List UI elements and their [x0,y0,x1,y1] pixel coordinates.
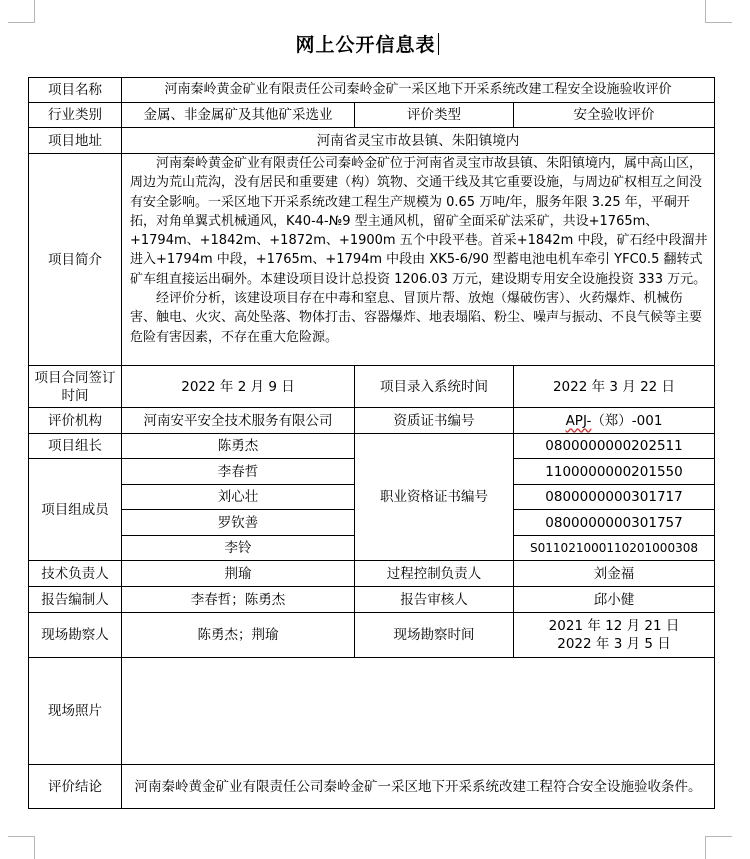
margin-mark-top-right [705,0,732,23]
site-time-line-2: 2022 年 3 月 5 日 [557,636,671,652]
row-intro [29,154,715,366]
member-cert: 0800000000301717 [514,485,715,510]
label-site-time: 现场勘察时间 [355,613,514,658]
value-process-ctrl: 刘金福 [514,561,715,587]
label-members: 项目组成员 [29,459,122,561]
row-address [29,128,715,154]
value-leader-cert: 0800000000202511 [514,434,715,459]
text-cursor [438,33,439,55]
value-intro [122,154,715,366]
label-agency: 评价机构 [29,408,122,434]
value-report-author: 李春哲；陈勇杰 [122,587,355,613]
label-project-name: 项目名称 [29,78,122,103]
label-site-staff: 现场勘察人 [29,613,122,658]
member-name: 罗钦善 [122,510,355,536]
member-cert: 0800000000301757 [514,510,715,536]
member-name: 刘心壮 [122,485,355,510]
cert-no-prefix: APJ- [565,412,592,429]
label-eval-type: 评价类型 [355,103,514,128]
margin-mark-bottom-right [705,836,732,859]
member-name: 李春哲 [122,459,355,485]
site-photos-area [122,658,715,765]
info-table [28,77,715,809]
row-dates [29,366,715,408]
value-leader: 陈勇杰 [122,434,355,459]
page-title[interactable] [0,30,734,57]
value-eval-type: 安全验收评价 [514,103,715,128]
row-conclusion [29,765,715,809]
cert-no-suffix: （郑）-001 [591,412,663,429]
member-name: 李铃 [122,536,355,561]
margin-mark-bottom-left [8,836,35,859]
value-industry: 金属、非金属矿及其他矿采选业 [122,103,355,128]
label-site-photos: 现场照片 [29,658,122,765]
label-entry-time: 项目录入系统时间 [355,366,514,408]
label-report-author: 报告编制人 [29,587,122,613]
margin-mark-top-left [8,0,35,23]
intro-paragraph-1: 河南秦岭黄金矿业有限责任公司秦岭金矿位于河南省灵宝市故县镇、朱阳镇境内，属中高山区，周边为荒山荒沟，没有居民和重要建（构）筑物、交通干线及其它重要设施，与周边矿权相互之间没有安全影响。一采区地下开采系统改建工程生产规模为 0.65 万吨/年，服务年限 3.25 年，平硐开拓，对角单翼式机械通风，K40-4-№9 型主通风机，留矿全面采矿法采矿，共设+1765m、+1794m、+1842m、+1872m、+1900m 五个中段平巷。首采+1842m 中段，矿石经中段溜井进入+1794m 中段，+1765m、+1794m 中段由 XK5-6/90 型蓄电池电机车牵引 YFC0.5 翻转式矿车组直接运出硐外。本建设项目设计总投资 1206.03 万元，建设期专用安全设施投资 333 万元。 [130,156,708,287]
title-text: 网上公开信息表 [295,34,436,56]
label-contract-date: 项目合同签订时间 [29,366,122,408]
row-project-name [29,78,715,103]
intro-paragraph-2: 经评价分析，该建设项目存在中毒和窒息、冒顶片帮、放炮（爆破伤害）、火药爆炸、机械伤害、触电、火灾、高处坠落、物体打击、容器爆炸、地表塌陷、粉尘、噪声与振动、不良气候等主要危险有害因素，不存在重大危险源。 [130,291,703,345]
label-industry: 行业类别 [29,103,122,128]
value-site-staff: 陈勇杰；荆瑜 [122,613,355,658]
label-leader: 项目组长 [29,434,122,459]
site-time-line-1: 2021 年 12 月 21 日 [548,618,680,634]
row-tech-lead [29,561,715,587]
value-project-name: 河南秦岭黄金矿业有限责任公司秦岭金矿一采区地下开采系统改建工程安全设施验收评价 [122,78,715,103]
row-industry [29,103,715,128]
value-entry-time: 2022 年 3 月 22 日 [514,366,715,408]
row-agency [29,408,715,434]
value-conclusion: 河南秦岭黄金矿业有限责任公司秦岭金矿一采区地下开采系统改建工程符合安全设施验收条件。 [122,765,715,809]
row-leader [29,434,715,459]
value-cert-no [514,408,715,434]
label-report-reviewer: 报告审核人 [355,587,514,613]
label-process-ctrl: 过程控制负责人 [355,561,514,587]
value-report-reviewer: 邱小健 [514,587,715,613]
label-conclusion: 评价结论 [29,765,122,809]
label-address: 项目地址 [29,128,122,154]
value-contract-date: 2022 年 2 月 9 日 [122,366,355,408]
value-tech-lead: 荆瑜 [122,561,355,587]
member-cert: S011021000110201000308 [514,536,715,561]
value-address: 河南省灵宝市故县镇、朱阳镇境内 [122,128,715,154]
label-qual-cert: 职业资格证书编号 [355,434,514,561]
label-intro: 项目简介 [29,154,122,366]
member-cert: 1100000000201550 [514,459,715,485]
row-site-photos [29,658,715,765]
row-site [29,613,715,658]
label-tech-lead: 技术负责人 [29,561,122,587]
label-cert-no: 资质证书编号 [355,408,514,434]
value-site-time [514,613,715,658]
row-report [29,587,715,613]
value-agency: 河南安平安全技术服务有限公司 [122,408,355,434]
